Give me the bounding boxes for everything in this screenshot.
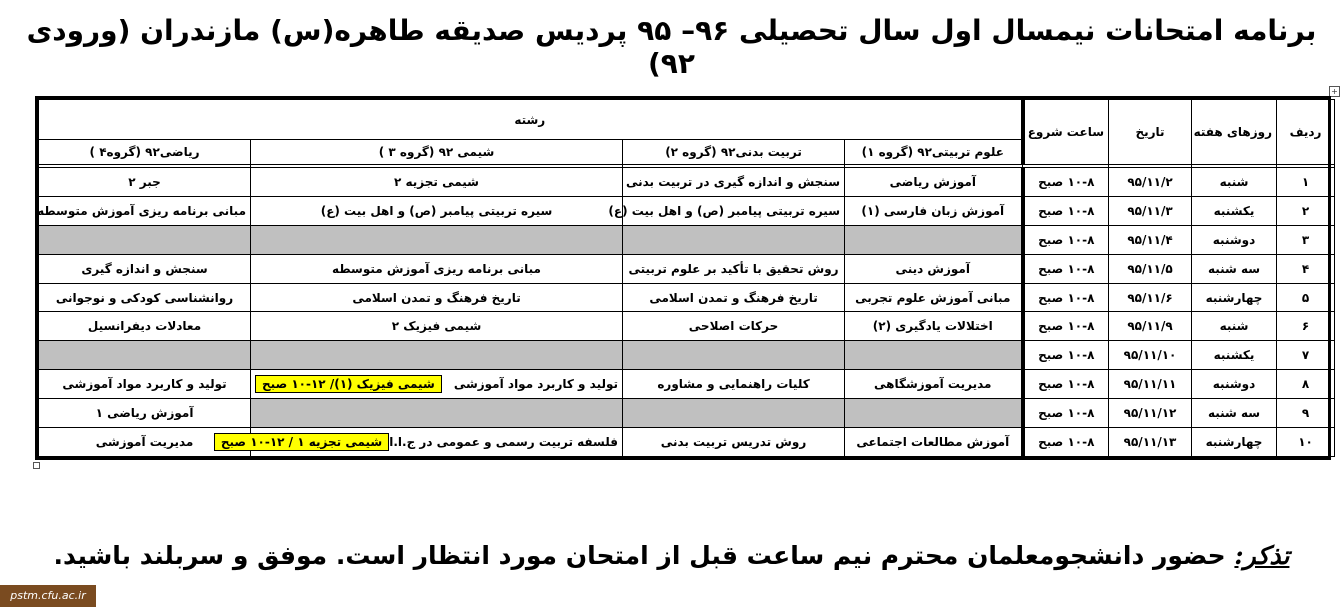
group-4-cell: تولید و کاربرد مواد آموزشی: [39, 370, 251, 399]
reminder-note: [0, 541, 1343, 570]
start-time-cell: ۱۰-۸ صبح: [1023, 168, 1109, 197]
group-3-cell: [251, 399, 623, 428]
date-cell: ۹۵/۱۱/۳: [1109, 196, 1192, 225]
group-2-cell: کلیات راهنمایی و مشاوره: [623, 370, 845, 399]
weekday-cell: سه شنبه: [1192, 399, 1277, 428]
group-2-cell: حرکات اصلاحی: [623, 312, 845, 341]
weekday-cell: سه شنبه: [1192, 254, 1277, 283]
reminder-label: تذکر:: [1234, 541, 1290, 570]
row-number-cell: ۶: [1277, 312, 1335, 341]
group-1-cell: [845, 399, 1023, 428]
start-time-cell: ۱۰-۸ صبح: [1023, 399, 1109, 428]
site-url[interactable]: pstm.cfu.ac.ir: [0, 585, 96, 607]
table-row: [39, 283, 1335, 312]
date-cell: ۹۵/۱۱/۵: [1109, 254, 1192, 283]
table-row: [39, 225, 1335, 254]
group-3-cell: مبانی برنامه ریزی آموزش متوسطه: [251, 254, 623, 283]
header-row-number: ردیف: [1277, 100, 1335, 165]
group-1-cell: آموزش ریاضی: [845, 168, 1023, 197]
group-3-cell: [251, 341, 623, 370]
header-group-4: ریاضی۹۲ (گروه۴ ): [39, 140, 251, 165]
table-move-handle[interactable]: +: [1329, 86, 1340, 97]
group-4-cell: [39, 225, 251, 254]
group-1-cell: [845, 225, 1023, 254]
table-row: [39, 168, 1335, 197]
highlighted-extra-exam: شیمی تجزیه ۱ / ۱۲-۱۰ صبح: [214, 433, 389, 451]
group-4-cell: معادلات دیفرانسیل: [39, 312, 251, 341]
table-resize-handle[interactable]: [33, 462, 40, 469]
group-4-cell: مبانی برنامه ریزی آموزش متوسطه: [39, 196, 251, 225]
course-name: فلسفه تربیت رسمی و عمومی در ج.ا.ا: [389, 435, 619, 449]
row-number-cell: ۷: [1277, 341, 1335, 370]
group-3-cell: شیمی فیزیک ۲: [251, 312, 623, 341]
group-2-cell: [623, 225, 845, 254]
group-3-cell: سیره تربیتی پیامبر (ص) و اهل بیت (ع): [251, 196, 623, 225]
reminder-text: حضور دانشجومعلمان محترم نیم ساعت قبل از امتحان مورد انتظار است. موفق و سربلند باشید.: [53, 541, 1226, 570]
date-cell: ۹۵/۱۱/۶: [1109, 283, 1192, 312]
group-4-cell: روانشناسی کودکی و نوجوانی: [39, 283, 251, 312]
group-4-cell: [39, 341, 251, 370]
date-cell: ۹۵/۱۱/۱۰: [1109, 341, 1192, 370]
weekday-cell: چهارشنبه: [1192, 283, 1277, 312]
group-4-cell: جبر ۲: [39, 168, 251, 197]
date-cell: ۹۵/۱۱/۱۱: [1109, 370, 1192, 399]
row-number-cell: ۹: [1277, 399, 1335, 428]
table-row: [39, 254, 1335, 283]
start-time-cell: ۱۰-۸ صبح: [1023, 370, 1109, 399]
group-1-cell: آموزش دینی: [845, 254, 1023, 283]
group-1-cell: اختلالات یادگیری (۲): [845, 312, 1023, 341]
header-major: رشته: [39, 100, 1023, 140]
start-time-cell: ۱۰-۸ صبح: [1023, 428, 1109, 457]
date-cell: ۹۵/۱۱/۱۳: [1109, 428, 1192, 457]
start-time-cell: ۱۰-۸ صبح: [1023, 225, 1109, 254]
group-2-cell: تاریخ فرهنگ و تمدن اسلامی: [623, 283, 845, 312]
row-number-cell: ۱: [1277, 168, 1335, 197]
header-start-time: ساعت شروع: [1023, 100, 1109, 165]
table-row: [39, 312, 1335, 341]
group-3-cell: تاریخ فرهنگ و تمدن اسلامی: [251, 283, 623, 312]
start-time-cell: ۱۰-۸ صبح: [1023, 312, 1109, 341]
weekday-cell: دوشنبه: [1192, 370, 1277, 399]
date-cell: ۹۵/۱۱/۹: [1109, 312, 1192, 341]
table-row: [39, 196, 1335, 225]
group-2-cell: سنجش و اندازه گیری در تربیت بدنی: [623, 168, 845, 197]
group-1-cell: آموزش مطالعات اجتماعی: [845, 428, 1023, 457]
highlighted-extra-exam: شیمی فیزیک (۱)/ ۱۲-۱۰ صبح: [255, 375, 442, 393]
header-group-3: شیمی ۹۲ (گروه ۳ ): [251, 140, 623, 165]
group-2-cell: [623, 341, 845, 370]
table-row: [39, 370, 1335, 399]
group-4-cell: مدیریت آموزشی: [39, 428, 251, 457]
start-time-cell: ۱۰-۸ صبح: [1023, 283, 1109, 312]
group-1-cell: مبانی آموزش علوم تجربی: [845, 283, 1023, 312]
group-4-cell: آموزش ریاضی ۱: [39, 399, 251, 428]
row-number-cell: ۳: [1277, 225, 1335, 254]
group-3-cell: شیمی تجزیه ۲: [251, 168, 623, 197]
table-row: [39, 341, 1335, 370]
weekday-cell: چهارشنبه: [1192, 428, 1277, 457]
table-row: [39, 399, 1335, 428]
header-date: تاریخ: [1109, 100, 1192, 165]
start-time-cell: ۱۰-۸ صبح: [1023, 196, 1109, 225]
table-row: [39, 428, 1335, 457]
weekday-cell: دوشنبه: [1192, 225, 1277, 254]
group-2-cell: روش تدریس تربیت بدنی: [623, 428, 845, 457]
row-number-cell: ۴: [1277, 254, 1335, 283]
weekday-cell: شنبه: [1192, 312, 1277, 341]
weekday-cell: یکشنبه: [1192, 341, 1277, 370]
date-cell: ۹۵/۱۱/۱۲: [1109, 399, 1192, 428]
row-number-cell: ۲: [1277, 196, 1335, 225]
header-group-1: علوم تربیتی۹۲ (گروه ۱): [845, 140, 1023, 165]
start-time-cell: ۱۰-۸ صبح: [1023, 254, 1109, 283]
weekday-cell: یکشنبه: [1192, 196, 1277, 225]
exam-schedule-table: [35, 96, 1331, 460]
group-3-cell: [220, 428, 623, 457]
group-1-cell: [845, 341, 1023, 370]
group-3-cell: [251, 225, 623, 254]
group-1-cell: مدیریت آموزشگاهی: [845, 370, 1023, 399]
row-number-cell: ۸: [1277, 370, 1335, 399]
group-4-cell: سنجش و اندازه گیری: [39, 254, 251, 283]
course-name: تولید و کاربرد مواد آموزشی: [453, 377, 619, 392]
group-2-cell: روش تحقیق با تأکید بر علوم تربیتی: [623, 254, 845, 283]
group-2-cell: [623, 399, 845, 428]
weekday-cell: شنبه: [1192, 168, 1277, 197]
group-1-cell: آموزش زبان فارسی (۱): [845, 196, 1023, 225]
header-group-2: تربیت بدنی۹۲ (گروه ۲): [623, 140, 845, 165]
start-time-cell: ۱۰-۸ صبح: [1023, 341, 1109, 370]
row-number-cell: ۱۰: [1277, 428, 1335, 457]
page-title: برنامه امتحانات نیمسال اول سال تحصیلی ۹۶– ۹۵ پردیس صدیقه طاهره(س) مازندران (ورودی ۹۲): [26, 14, 1317, 80]
date-cell: ۹۵/۱۱/۴: [1109, 225, 1192, 254]
group-2-cell: سیره تربیتی پیامبر (ص) و اهل بیت (ع): [623, 196, 845, 225]
date-cell: ۹۵/۱۱/۲: [1109, 168, 1192, 197]
row-number-cell: ۵: [1277, 283, 1335, 312]
header-weekday: روزهای هفته: [1192, 100, 1277, 165]
group-3-cell: [251, 370, 623, 399]
